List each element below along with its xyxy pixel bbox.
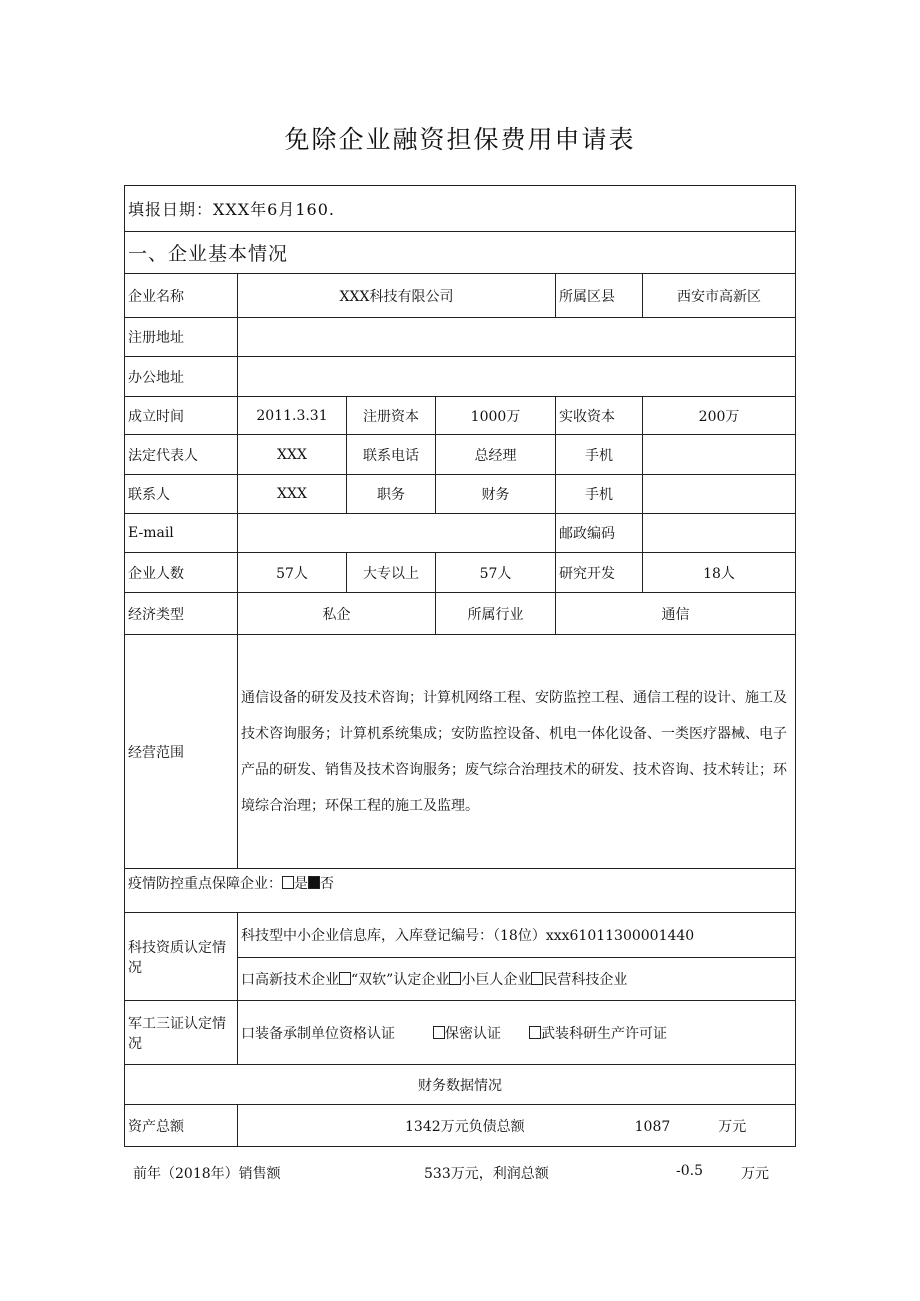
- staff-label: 企业人数: [125, 553, 238, 593]
- staff-field[interactable]: 57人: [238, 553, 347, 593]
- phone-label: 联系电话: [347, 435, 436, 475]
- profit-field[interactable]: -0.5: [676, 1163, 703, 1179]
- checkbox-private[interactable]: [531, 972, 543, 985]
- mobile-field-2[interactable]: [643, 475, 796, 514]
- econ-type-field[interactable]: 私企: [238, 593, 436, 635]
- private-tech-option[interactable]: 民营科技企业: [543, 972, 628, 988]
- college-field[interactable]: 57人: [436, 553, 556, 593]
- sales-field[interactable]: 533万元，利润总额: [424, 1166, 549, 1182]
- checkbox-giant[interactable]: [449, 972, 461, 985]
- section-title: 一、企业基本情况: [125, 232, 796, 274]
- tech-info-field[interactable]: 科技型中小企业信息库，入库登记编号：（18位）xxx61011300001440: [238, 913, 796, 958]
- sales-label: 前年（2018年）销售额: [133, 1166, 281, 1182]
- reg-capital-label: 注册资本: [347, 397, 436, 435]
- finance-header: 财务数据情况: [125, 1065, 796, 1105]
- little-giant-option[interactable]: 小巨人企业: [461, 972, 532, 988]
- liabilities-unit: 万元: [718, 1118, 747, 1135]
- epidemic-no-label: 否: [320, 876, 334, 892]
- tech-options: [238, 958, 796, 1001]
- paid-capital-label: 实收资本: [556, 397, 643, 435]
- checkbox-no-checked[interactable]: [308, 876, 320, 889]
- econ-type-label: 经济类型: [125, 593, 238, 635]
- position-label: 职务: [347, 475, 436, 514]
- rd-label: 研究开发: [556, 553, 643, 593]
- contact-field[interactable]: XXX: [238, 475, 347, 514]
- founded-label: 成立时间: [125, 397, 238, 435]
- scope-label: 经营范围: [125, 635, 238, 869]
- district-field[interactable]: 西安市高新区: [643, 274, 796, 318]
- assets-label: 资产总额: [125, 1105, 238, 1147]
- company-name-label: 企业名称: [125, 274, 238, 318]
- double-soft-option[interactable]: “双软”认定企业: [351, 972, 450, 988]
- postcode-label: 邮政编码: [556, 514, 643, 553]
- mobile-label: 手机: [556, 435, 643, 475]
- email-label: E-mail: [125, 514, 238, 553]
- postcode-field[interactable]: [643, 514, 796, 553]
- assets-row: [238, 1105, 796, 1147]
- paid-capital-field[interactable]: 200万: [643, 397, 796, 435]
- liabilities-field[interactable]: 1087: [634, 1118, 671, 1135]
- office-address-field[interactable]: [238, 357, 796, 397]
- epidemic-label: 疫情防控重点保障企业：: [128, 876, 282, 892]
- page-title: 免除企业融资担保费用申请表: [284, 125, 636, 154]
- phone-role-field[interactable]: 总经理: [436, 435, 556, 475]
- mobile-field[interactable]: [643, 435, 796, 475]
- college-label: 大专以上: [347, 553, 436, 593]
- checkbox-soft[interactable]: [339, 972, 351, 985]
- fill-date: 填报日期：XXX年6月160.: [125, 186, 796, 232]
- industry-label: 所属行业: [436, 593, 556, 635]
- high-tech-option[interactable]: 口高新技术企业: [241, 972, 339, 988]
- reg-capital-field[interactable]: 1000万: [436, 397, 556, 435]
- position-field[interactable]: 财务: [436, 475, 556, 514]
- scope-field[interactable]: 通信设备的研发及技术咨询；计算机网络工程、安防监控工程、通信工程的设计、施工及技术咨询服务；计算机系统集成；安防监控设备、机电一体化设备、一类医疗器械、电子产品的研发、销售及技术咨询服务；废气综合治理技术的研发、技术咨询、技术转让；环境综合治理；环保工程的施工及监理。: [238, 635, 796, 869]
- application-form: [124, 185, 796, 1147]
- sales-row: [0, 1157, 920, 1187]
- epidemic-row: [125, 869, 796, 913]
- assets-field[interactable]: 1342万元负债总额: [405, 1118, 525, 1135]
- founded-field[interactable]: 2011.3.31: [238, 397, 347, 435]
- reg-address-label: 注册地址: [125, 318, 238, 357]
- contact-label: 联系人: [125, 475, 238, 514]
- tech-label: 科技资质认定情况: [125, 913, 238, 1001]
- secrecy-cert-option[interactable]: 保密认证: [445, 1025, 501, 1042]
- military-options: [238, 1001, 796, 1065]
- checkbox-secrecy[interactable]: [433, 1026, 445, 1039]
- industry-field[interactable]: 通信: [556, 593, 796, 635]
- mobile-label-2: 手机: [556, 475, 643, 514]
- district-label: 所属区县: [556, 274, 643, 318]
- weapon-license-option[interactable]: 武装科研生产许可证: [541, 1025, 667, 1042]
- checkbox-weapon[interactable]: [529, 1026, 541, 1039]
- rd-field[interactable]: 18人: [643, 553, 796, 593]
- epidemic-yes-label: 是: [294, 876, 308, 892]
- reg-address-field[interactable]: [238, 318, 796, 357]
- military-label: 军工三证认定情况: [125, 1001, 238, 1065]
- equipment-cert-option[interactable]: 口装备承制单位资格认证: [241, 1025, 395, 1042]
- legal-rep-field[interactable]: XXX: [238, 435, 347, 475]
- legal-rep-label: 法定代表人: [125, 435, 238, 475]
- email-field[interactable]: [238, 514, 556, 553]
- checkbox-yes[interactable]: [282, 876, 294, 889]
- office-address-label: 办公地址: [125, 357, 238, 397]
- company-name-field[interactable]: XXX科技有限公司: [238, 274, 556, 318]
- profit-unit: 万元: [741, 1166, 769, 1182]
